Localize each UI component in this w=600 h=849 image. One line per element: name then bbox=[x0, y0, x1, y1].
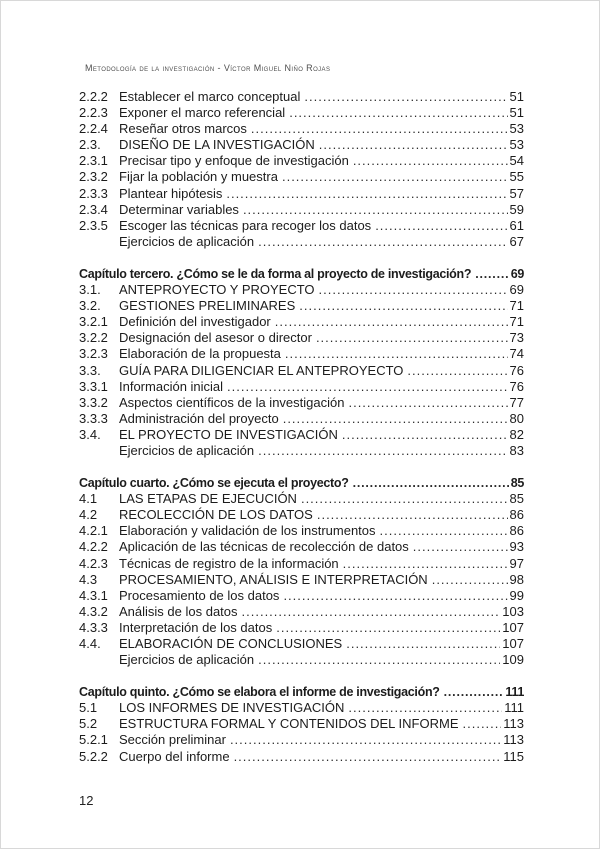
entry-title: Capítulo quinto. ¿Cómo se elabora el informe de investigación? bbox=[79, 685, 440, 700]
entry-title: Administración del proyecto bbox=[119, 410, 279, 426]
dot-leader bbox=[299, 298, 507, 314]
entry-page-number: 69 bbox=[509, 282, 524, 298]
entry-page-number: 71 bbox=[509, 298, 524, 314]
dot-leader bbox=[316, 330, 508, 346]
entry-title: Técnicas de registro de la información bbox=[119, 555, 339, 571]
entry-title: Determinar variables bbox=[119, 201, 239, 217]
entry-title: LOS INFORMES DE INVESTIGACIÓN bbox=[119, 700, 345, 716]
toc-entry-row bbox=[79, 652, 524, 668]
toc-entry-row bbox=[79, 539, 524, 555]
entry-title: ESTRUCTURA FORMAL Y CONTENIDOS DEL INFORME bbox=[119, 716, 459, 732]
toc-entry-row bbox=[79, 523, 524, 539]
toc-chapter-row bbox=[79, 266, 524, 282]
entry-number: 4.2.2 bbox=[79, 539, 108, 555]
entry-number: 2.3.2 bbox=[79, 169, 108, 185]
dot-leader bbox=[407, 363, 507, 379]
entry-page-number: 82 bbox=[509, 426, 524, 442]
entry-page-number: 53 bbox=[509, 121, 524, 137]
entry-number: 3.2.2 bbox=[79, 330, 108, 346]
toc-entry-row bbox=[79, 636, 524, 652]
dot-leader bbox=[353, 475, 509, 491]
dot-leader bbox=[275, 314, 508, 330]
entry-title: RECOLECCIÓN DE LOS DATOS bbox=[119, 507, 313, 523]
dot-leader bbox=[226, 186, 507, 202]
entry-page-number: 85 bbox=[509, 491, 524, 507]
entry-number: 3.2.1 bbox=[79, 314, 108, 330]
entry-page-number: 83 bbox=[509, 442, 524, 458]
entry-number: 2.3.5 bbox=[79, 217, 108, 233]
entry-page-number: 57 bbox=[509, 185, 524, 201]
toc-entry-row bbox=[79, 588, 524, 604]
entry-title: Precisar tipo y enfoque de investigación bbox=[119, 153, 349, 169]
entry-title: Capítulo cuarto. ¿Cómo se ejecuta el proyecto? bbox=[79, 476, 349, 491]
entry-page-number: 69 bbox=[510, 266, 524, 281]
dot-leader bbox=[317, 507, 508, 523]
toc-entry-row bbox=[79, 411, 524, 427]
toc-entry-row bbox=[79, 604, 524, 620]
toc-entry-row bbox=[79, 395, 524, 411]
entry-title: Elaboración y validación de los instrumentos bbox=[119, 523, 376, 539]
entry-title: Exponer el marco referencial bbox=[119, 105, 286, 121]
toc-entry-row bbox=[79, 153, 524, 169]
entry-page-number: 59 bbox=[509, 201, 524, 217]
entry-page-number: 76 bbox=[509, 362, 524, 378]
entry-page-number: 51 bbox=[509, 105, 524, 121]
entry-page-number: 80 bbox=[509, 410, 524, 426]
entry-page-number: 99 bbox=[509, 587, 524, 603]
entry-number: 4.1 bbox=[79, 491, 98, 507]
dot-leader bbox=[251, 121, 508, 137]
dot-leader bbox=[319, 282, 508, 298]
entry-title: GESTIONES PRELIMINARES bbox=[119, 298, 296, 314]
toc-chapter-row bbox=[79, 684, 524, 700]
entry-page-number: 107 bbox=[502, 619, 524, 635]
running-head: Metodología de la investigación - Víctor Miguel Niño Rojas bbox=[85, 63, 331, 73]
entry-number: 4.2 bbox=[79, 507, 98, 523]
entry-title: Designación del asesor o director bbox=[119, 330, 312, 346]
dot-leader bbox=[432, 572, 508, 588]
entry-number: 4.3.2 bbox=[79, 603, 108, 619]
entry-page-number: 55 bbox=[509, 169, 524, 185]
toc-entry-row bbox=[79, 169, 524, 185]
entry-number: 2.2.3 bbox=[79, 105, 108, 121]
entry-number: 3.3.2 bbox=[79, 394, 108, 410]
dot-leader bbox=[285, 346, 508, 362]
dot-leader bbox=[475, 266, 508, 282]
dot-leader bbox=[258, 234, 507, 250]
entry-number: 4.3.3 bbox=[79, 619, 108, 635]
entry-title: Reseñar otros marcos bbox=[119, 121, 247, 137]
entry-title: Ejercicios de aplicación bbox=[119, 442, 255, 458]
dot-leader bbox=[348, 395, 507, 411]
entry-title: Interpretación de los datos bbox=[119, 619, 273, 635]
entry-page-number: 115 bbox=[503, 748, 524, 764]
dot-leader bbox=[227, 379, 507, 395]
entry-title: Procesamiento de los datos bbox=[119, 587, 280, 603]
entry-page-number: 51 bbox=[509, 89, 524, 104]
entry-title: Capítulo tercero. ¿Cómo se le da forma al proyecto de investigación? bbox=[79, 266, 472, 281]
entry-title: Elaboración de la propuesta bbox=[119, 346, 281, 362]
entry-title: Ejercicios de aplicación bbox=[119, 652, 255, 668]
dot-leader bbox=[258, 652, 500, 668]
toc-entry-row bbox=[79, 379, 524, 395]
dot-leader bbox=[380, 523, 508, 539]
toc-entry-row bbox=[79, 572, 524, 588]
entry-page-number: 74 bbox=[509, 346, 524, 362]
entry-title: ELABORACIÓN DE CONCLUSIONES bbox=[119, 636, 343, 651]
entry-title: ANTEPROYECTO Y PROYECTO bbox=[119, 282, 315, 298]
dot-leader bbox=[353, 153, 508, 169]
entry-page-number: 107 bbox=[502, 636, 524, 651]
entry-title: LAS ETAPAS DE EJECUCIÓN bbox=[119, 491, 297, 507]
toc-entry-row bbox=[79, 330, 524, 346]
entry-title: Definición del investigador bbox=[119, 314, 271, 330]
entry-title: DISEÑO DE LA INVESTIGACIÓN bbox=[119, 137, 315, 153]
dot-leader bbox=[304, 89, 507, 105]
dot-leader bbox=[346, 636, 500, 652]
entry-title: Análisis de los datos bbox=[119, 603, 238, 619]
entry-page-number: 111 bbox=[504, 700, 524, 716]
dot-leader bbox=[242, 604, 501, 620]
entry-number: 4.2.1 bbox=[79, 523, 108, 539]
toc-entry-row bbox=[79, 427, 524, 443]
dot-leader bbox=[283, 588, 507, 604]
entry-page-number: 109 bbox=[502, 652, 524, 668]
dot-leader bbox=[342, 427, 508, 443]
entry-page-number: 103 bbox=[502, 603, 524, 619]
toc-entry-row bbox=[79, 186, 524, 202]
entry-page-number: 73 bbox=[509, 330, 524, 346]
dot-leader bbox=[463, 716, 502, 732]
entry-page-number: 86 bbox=[509, 507, 524, 523]
dot-leader bbox=[343, 556, 508, 572]
entry-page-number: 71 bbox=[509, 314, 524, 330]
toc-entry-row bbox=[79, 137, 524, 153]
entry-title: PROCESAMIENTO, ANÁLISIS E INTERPRETACIÓN bbox=[119, 571, 428, 587]
entry-title: Ejercicios de aplicación bbox=[119, 233, 255, 249]
entry-title: Aplicación de las técnicas de recolección de datos bbox=[119, 539, 409, 555]
entry-page-number: 113 bbox=[503, 716, 524, 732]
toc-entry-row bbox=[79, 218, 524, 234]
dot-leader bbox=[348, 700, 502, 716]
toc-entry-row bbox=[79, 700, 524, 716]
entry-number: 4.2.3 bbox=[79, 555, 108, 571]
dot-leader bbox=[413, 539, 508, 555]
entry-number: 5.2.1 bbox=[79, 732, 108, 748]
entry-page-number: 93 bbox=[509, 539, 524, 555]
entry-page-number: 113 bbox=[503, 732, 524, 748]
toc-entry-row bbox=[79, 749, 524, 765]
entry-number: 2.3.3 bbox=[79, 185, 108, 201]
entry-number: 3.3. bbox=[79, 362, 101, 378]
entry-number: 4.3 bbox=[79, 571, 98, 587]
entry-number: 3.2.3 bbox=[79, 346, 108, 362]
entry-number: 5.1 bbox=[79, 700, 98, 716]
entry-number: 3.2. bbox=[79, 298, 101, 314]
entry-page-number: 111 bbox=[505, 685, 524, 700]
entry-title: Cuerpo del informe bbox=[119, 748, 230, 764]
dot-leader bbox=[283, 411, 508, 427]
dot-leader bbox=[319, 137, 508, 153]
entry-title: Información inicial bbox=[119, 378, 224, 394]
toc-entry-row bbox=[79, 716, 524, 732]
dot-leader bbox=[230, 732, 501, 748]
toc-entry-row bbox=[79, 314, 524, 330]
entry-page-number: 67 bbox=[509, 233, 524, 249]
dot-leader bbox=[258, 443, 507, 459]
entry-number: 3.4. bbox=[79, 426, 101, 442]
entry-title: Establecer el marco conceptual bbox=[119, 89, 301, 104]
entry-number: 4.4. bbox=[79, 636, 101, 651]
table-of-contents bbox=[79, 89, 524, 765]
toc-entry-row bbox=[79, 443, 524, 459]
entry-title: Plantear hipótesis bbox=[119, 185, 223, 201]
toc-entry-row bbox=[79, 202, 524, 218]
toc-entry-row bbox=[79, 620, 524, 636]
entry-number: 3.1. bbox=[79, 282, 101, 298]
toc-entry-row bbox=[79, 507, 524, 523]
dot-leader bbox=[276, 620, 500, 636]
entry-page-number: 98 bbox=[509, 571, 524, 587]
toc-entry-row bbox=[79, 363, 524, 379]
entry-page-number: 54 bbox=[509, 153, 524, 169]
dot-leader bbox=[243, 202, 508, 218]
dot-leader bbox=[289, 105, 507, 121]
page-number: 12 bbox=[79, 793, 94, 808]
entry-number: 2.2.2 bbox=[79, 89, 108, 104]
entry-page-number: 97 bbox=[509, 555, 524, 571]
entry-page-number: 85 bbox=[510, 476, 524, 491]
toc-entry-row bbox=[79, 298, 524, 314]
toc-entry-row bbox=[79, 556, 524, 572]
toc-entry-row bbox=[79, 732, 524, 748]
entry-title: Aspectos científicos de la investigación bbox=[119, 394, 345, 410]
toc-entry-row bbox=[79, 346, 524, 362]
toc-entry-row bbox=[79, 234, 524, 250]
entry-title: Escoger las técnicas para recoger los datos bbox=[119, 217, 372, 233]
entry-number: 5.2.2 bbox=[79, 748, 108, 764]
entry-title: Fijar la población y muestra bbox=[119, 169, 278, 185]
entry-title: GUÍA PARA DILIGENCIAR EL ANTEPROYECTO bbox=[119, 362, 404, 378]
entry-number: 4.3.1 bbox=[79, 587, 108, 603]
entry-number: 3.3.1 bbox=[79, 378, 108, 394]
entry-page-number: 61 bbox=[509, 217, 524, 233]
entry-title: EL PROYECTO DE INVESTIGACIÓN bbox=[119, 426, 338, 442]
entry-number: 3.3.3 bbox=[79, 410, 108, 426]
toc-entry-row bbox=[79, 282, 524, 298]
toc-entry-row bbox=[79, 121, 524, 137]
entry-number: 2.3.4 bbox=[79, 201, 108, 217]
entry-number: 2.2.4 bbox=[79, 121, 108, 137]
entry-page-number: 86 bbox=[509, 523, 524, 539]
toc-chapter-row bbox=[79, 475, 524, 491]
entry-page-number: 76 bbox=[509, 378, 524, 394]
dot-leader bbox=[444, 684, 504, 700]
entry-number: 2.3.1 bbox=[79, 153, 108, 169]
entry-page-number: 53 bbox=[509, 137, 524, 153]
entry-page-number: 77 bbox=[509, 394, 524, 410]
toc-entry-row bbox=[79, 491, 524, 507]
toc-entry-row bbox=[79, 105, 524, 121]
dot-leader bbox=[301, 491, 508, 507]
dot-leader bbox=[282, 169, 508, 185]
dot-leader bbox=[234, 749, 502, 765]
toc-entry-row bbox=[79, 89, 524, 105]
dot-leader bbox=[375, 218, 507, 234]
entry-title: Sección preliminar bbox=[119, 732, 226, 748]
entry-number: 5.2 bbox=[79, 716, 98, 732]
entry-number: 2.3. bbox=[79, 137, 101, 153]
